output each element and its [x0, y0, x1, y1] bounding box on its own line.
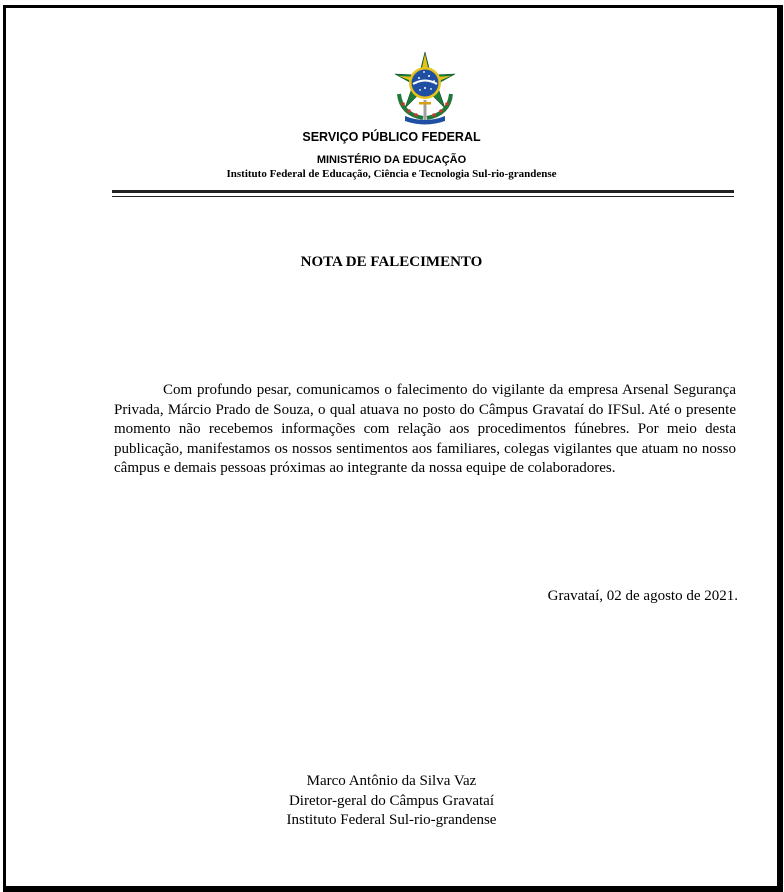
- document-title: NOTA DE FALECIMENTO: [300, 254, 483, 270]
- ministry-heading: MINISTÉRIO DA EDUCAÇÃO: [316, 154, 467, 166]
- document-page: [3, 5, 783, 892]
- header-divider-thick: [112, 190, 734, 193]
- institute-heading: Instituto Federal de Educação, Ciência e Tecnologia Sul-rio-grandense: [226, 168, 557, 180]
- service-heading: SERVIÇO PÚBLICO FEDERAL: [302, 130, 481, 144]
- signatory-name: Marco Antônio da Silva Vaz: [306, 773, 477, 789]
- signature-block: [6, 772, 777, 831]
- document-date: Gravataí, 02 de agosto de 2021.: [547, 588, 738, 604]
- body-paragraph: Com profundo pesar, comunicamos o falecimento do vigilante da empresa Arsenal Segurança Privada, Márcio Prado de Souza, o qual atuava no posto do Câmpus Gravataí do IFSul. Até o presente momento não recebemos informações com relação aos procedimentos fúnebres. Por meio desta publicação, manifestamos os nossos sentimentos aos familiares, colegas vigilantes que atuam no nosso câmpus e demais pessoas próximas ao integrante da nossa equipe de colaboradores.: [114, 382, 736, 476]
- signatory-role: Diretor-geral do Câmpus Gravataí: [288, 792, 495, 809]
- header-divider-thin: [112, 196, 734, 197]
- brazil-coat-of-arms-icon: [389, 50, 461, 126]
- signatory-institution: Instituto Federal Sul-rio-grandense: [286, 812, 497, 828]
